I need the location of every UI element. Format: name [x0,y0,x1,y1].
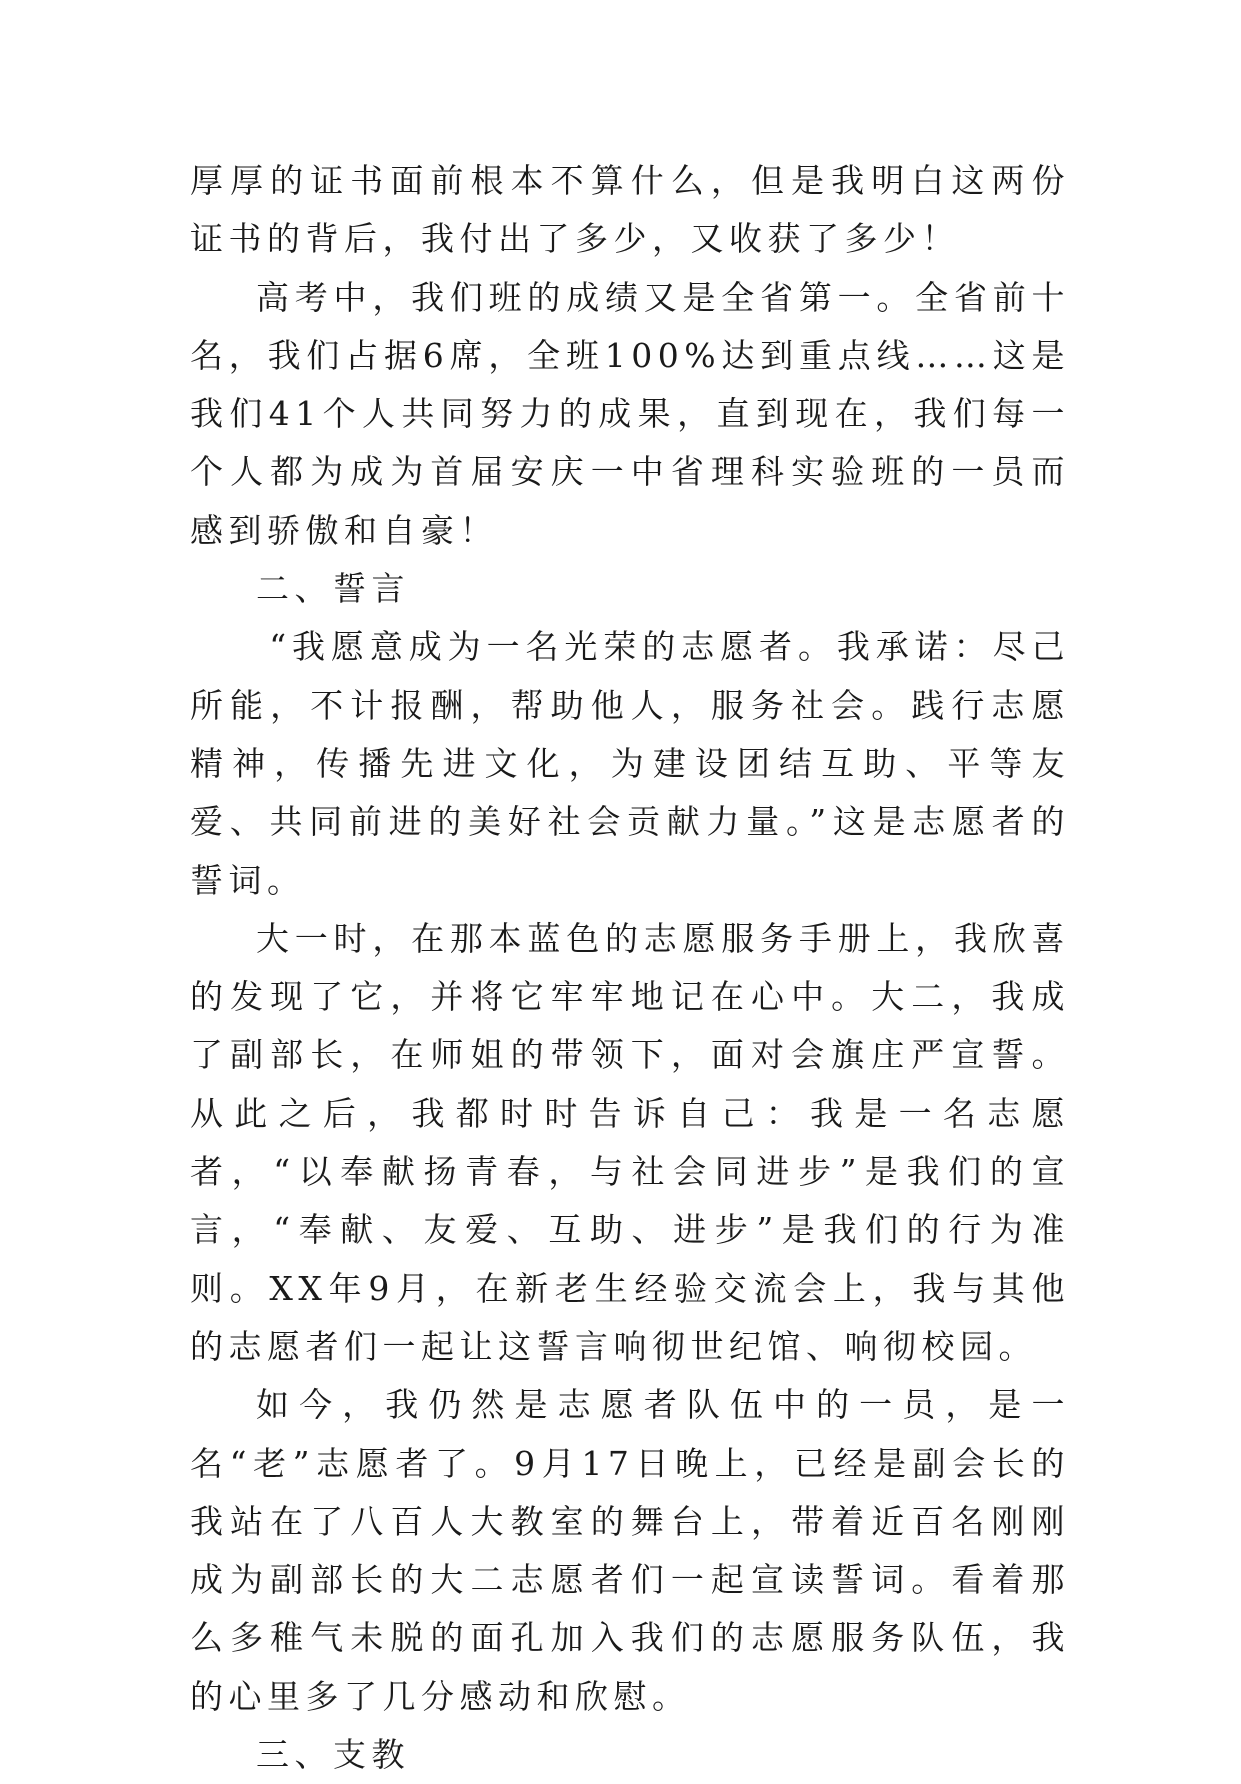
paragraph-certificates: 厚厚的证书面前根本不算什么，但是我明白这两份证书的背后，我付出了多少，又收获了多少！ [190,161,1070,259]
paragraph-oath-quote: “我愿意成为一名光荣的志愿者。我承诺：尽己所能，不计报酬，帮助他人，服务社会。践行志愿精神，传播先进文化，为建设团结互助、平等友爱、共同前进的美好社会贡献力量。”这是志愿者的誓词。 [190,627,1070,900]
section-heading-oath: 二、誓言 [256,569,410,609]
document-body [190,152,1070,1784]
paragraph-freshman-year: 大一时，在那本蓝色的志愿服务手册上，我欣喜的发现了它，并将它牢牢地记在心中。大二，我成了副部长，在师姐的带领下，面对会旗庄严宣誓。从此之后，我都时时告诉自己：我是一名志愿者，“以奉献扬青春，与社会同进步”是我们的宣言，“奉献、友爱、互助、进步”是我们的行为准则。XX年9月，在新老生经验交流会上，我与其他的志愿者们一起让这誓言响彻世纪馆、响彻校园。 [190,918,1070,1366]
section-heading-teaching: 三、支教 [256,1735,410,1775]
paragraph-now: 如今，我仍然是志愿者队伍中的一员，是一名“老”志愿者了。9月17日晚上，已经是副会长的我站在了八百人大教室的舞台上，带着近百名刚刚成为副部长的大二志愿者们一起宣读誓词。看着那么多稚气未脱的面孔加入我们的志愿服务队伍，我的心里多了几分感动和欣慰。 [190,1385,1070,1716]
paragraph-college-exam: 高考中，我们班的成绩又是全省第一。全省前十名，我们占据6席，全班100%达到重点线……这是我们41个人共同努力的成果，直到现在，我们每一个人都为成为首届安庆一中省理科实验班的一员而感到骄傲和自豪！ [190,277,1070,550]
